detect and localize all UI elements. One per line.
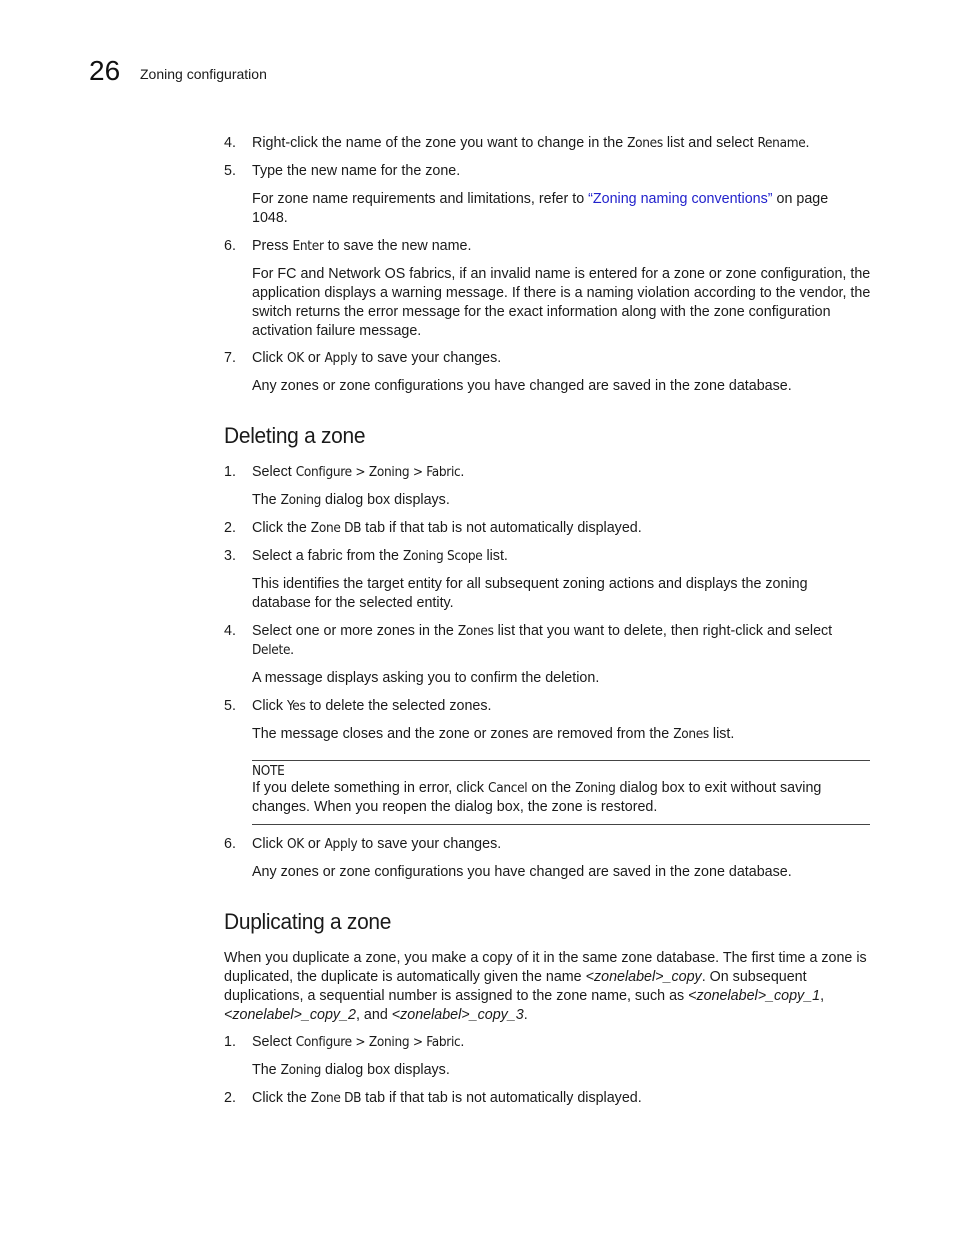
step-number: 4. [224, 135, 236, 151]
step-number: 6. [224, 238, 236, 254]
step-number: 1. [224, 1034, 236, 1050]
step-paragraph: This identifies the target entity for all subsequent zoning actions and displays the zoning database for the selected entity. [252, 576, 808, 611]
step-number: 7. [224, 350, 236, 366]
note-label: NOTE [252, 763, 285, 779]
heading-duplicating-a-zone: Duplicating a zone [224, 909, 392, 934]
step-number: 5. [224, 698, 236, 714]
heading-deleting-a-zone: Deleting a zone [224, 423, 366, 448]
step-text: Type the new name for the zone. [252, 163, 461, 179]
step-paragraph: A message displays asking you to confirm the deletion. [252, 670, 600, 686]
step-number: 2. [224, 1090, 236, 1106]
step-text: Press Enter to save the new name. [252, 238, 472, 254]
step-number: 3. [224, 548, 236, 564]
duplicate-intro-paragraph: When you duplicate a zone, you make a copy of it in the same zone database. The first time a zone is duplicated, the duplicate is automatically given the name <zonelabel>_copy. On subsequent duplications, a sequential number is assigned to the zone name, such as <zonelabel>_copy_1, <zonelabel>_copy_2, and <zonelabel>_copy_3. [224, 950, 867, 1023]
chapter-number: 26 [89, 55, 121, 86]
step-text: Select one or more zones in the Zones list that you want to delete, then right-click and select Delete. [252, 623, 833, 658]
running-title: Zoning configuration [140, 66, 267, 82]
step-number: 4. [224, 623, 236, 639]
step-text: Select a fabric from the Zoning Scope list. [252, 548, 508, 564]
step-text: Right-click the name of the zone you want to change in the Zones list and select Rename. [252, 135, 810, 151]
step-text: Click the Zone DB tab if that tab is not automatically displayed. [252, 1090, 642, 1106]
note-top-rule [252, 760, 870, 761]
fc-fabrics-paragraph: For FC and Network OS fabrics, if an invalid name is entered for a zone or zone configuration, the application displays a warning message. If there is a naming violation according to the vendor, the switch returns the error message for the exact information along with the zone configuration activation failure message. [252, 266, 871, 339]
step-number: 5. [224, 163, 236, 179]
step-number: 6. [224, 836, 236, 852]
step-number: 1. [224, 464, 236, 480]
step-text: Click Yes to delete the selected zones. [252, 698, 492, 714]
note-bottom-rule [252, 824, 870, 825]
step-text: Click OK or Apply to save your changes. [252, 836, 502, 852]
step-paragraph: The Zoning dialog box displays. [252, 1062, 450, 1078]
saved-paragraph: Any zones or zone configurations you have changed are saved in the zone database. [252, 378, 792, 394]
step-text: Select Configure > Zoning > Fabric. [252, 464, 465, 480]
note-text: If you delete something in error, click Cancel on the Zoning dialog box to exit without saving changes. When you reopen the dialog box, the zone is restored. [252, 780, 822, 815]
step-text: Click the Zone DB tab if that tab is not automatically displayed. [252, 520, 642, 536]
naming-requirements-paragraph: For zone name requirements and limitations, refer to “Zoning naming conventions” on page 1048. [252, 191, 829, 226]
zoning-naming-conventions-link[interactable]: “Zoning naming conventions” [588, 191, 773, 207]
step-text: Select Configure > Zoning > Fabric. [252, 1034, 465, 1050]
step-paragraph: The message closes and the zone or zones are removed from the Zones list. [252, 726, 735, 742]
step-text: Click OK or Apply to save your changes. [252, 350, 502, 366]
saved-paragraph: Any zones or zone configurations you have changed are saved in the zone database. [252, 864, 792, 880]
step-paragraph: The Zoning dialog box displays. [252, 492, 450, 508]
step-number: 2. [224, 520, 236, 536]
